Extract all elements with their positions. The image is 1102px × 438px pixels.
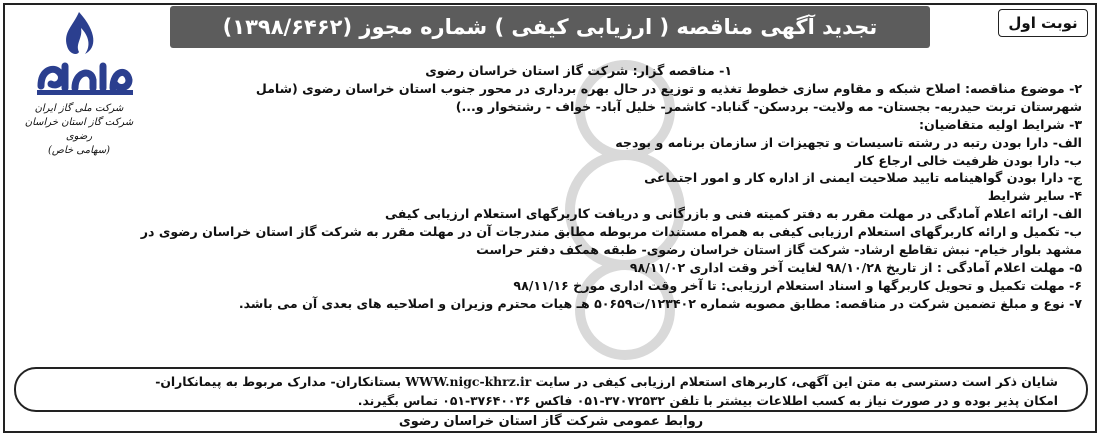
page-title: تجدید آگهی مناقصه ( ارزیابی کیفی ) شماره مجوز (۱۳۹۸/۶۴۶۲) [170, 6, 930, 48]
detail-line: ۶- مهلت تکمیل و تحویل کاربرگها و اسناد استعلام ارزیابی: تا آخر وقت اداری مورخ ۹۸/۱۱/۱۶ [513, 277, 1082, 293]
detail-line: ب- دارا بودن ظرفیت خالی ارجاع کار [854, 152, 1082, 168]
logo-line-3: (سهامی خاص) [47, 145, 111, 156]
detail-line: ج- دارا بودن گواهینامه تایید صلاحیت ایمنی از اداره کار و امور اجتماعی [644, 170, 1082, 186]
notice-line-2: امکان پذیر بوده و در صورت نیاز به کسب اطلاعات بیشتر با تلفن ۳۷۰۷۲۵۳۲-۰۵۱ فاکس ۳۷۶۴۰۰۳۶-۰۵۱ تماس بگیرند. [357, 393, 1058, 408]
detail-line: ۳- شرایط اولیه متقاضیان: [918, 116, 1082, 132]
detail-line: الف- ارائه اعلام آمادگی در مهلت مقرر به دفتر کمیته فنی و بازرگانی و دریافت کاربرگهای استعلام ارزیابی کیفی [384, 206, 1082, 222]
round-badge: نوبت اول [998, 9, 1088, 37]
tender-details [14, 62, 1082, 313]
detail-line: شهرستان تربت حیدریه- بجستان- مه ولایت- بردسکن- گناباد- کاشمر- خلیل آباد- خواف - رشتخوار و...) [455, 98, 1082, 114]
detail-line: ۷- نوع و مبلغ تضمین شرکت در مناقصه: مطابق مصوبه شماره ۱۲۳۴۰۲/ت۵۰۶۵۹ هـ هیات محترم وزیران و اصلاحیه های بعدی آن می باشد. [238, 295, 1082, 311]
detail-line: ۴- سایر شرایط [987, 188, 1082, 204]
footer-signature: روابط عمومی شرکت گاز استان خراسان رضوی [398, 414, 704, 429]
detail-line: مشهد بلوار خیام- نبش تقاطع ارشاد- شرکت گاز استان خراسان رضوی- طبقه همکف دفتر حراست [476, 242, 1082, 258]
detail-line: ۵- مهلت اعلام آمادگی : از تاریخ ۹۸/۱۰/۲۸ لغایت آخر وقت اداری ۹۸/۱۱/۰۲ [629, 259, 1082, 275]
notice-line-1 [36, 372, 1058, 391]
detail-line: الف- دارا بودن رتبه در رشته تاسیسات و تجهیزات از سازمان برنامه و بودجه [615, 134, 1082, 150]
notice-text: بستانکاران- مدارک مربوط به پیمانکاران- [155, 374, 402, 389]
logo-line-2: شرکت گاز استان خراسان رضوی [24, 117, 134, 142]
logo-line-1: شرکت ملی گاز ایران [34, 103, 124, 114]
notice-text: شایان ذکر است دسترسی به متن این آگهی، کاربرهای استعلام ارزیابی کیفی در سایت [535, 374, 1058, 389]
detail-line: ۲- موضوع مناقصه: اصلاح شبکه و مقاوم سازی خطوط تغذیه و توزیع در حال بهره برداری در محور جنوب استان خراسان رضوی (شامل [255, 80, 1082, 96]
notice-box [14, 367, 1088, 412]
detail-line: ب- تکمیل و ارائه کاربرگهای استعلام ارزیابی کیفی به همراه مستندات مربوطه مطابق مندرجات آن در مهلت مقرر به شرکت گاز استان خراسان رضوی در [140, 224, 1082, 240]
website-link[interactable]: WWW.nigc-khrz.ir [405, 374, 532, 389]
detail-line: ۱- مناقصه گزار: شرکت گاز استان خراسان رضوی [425, 63, 732, 78]
